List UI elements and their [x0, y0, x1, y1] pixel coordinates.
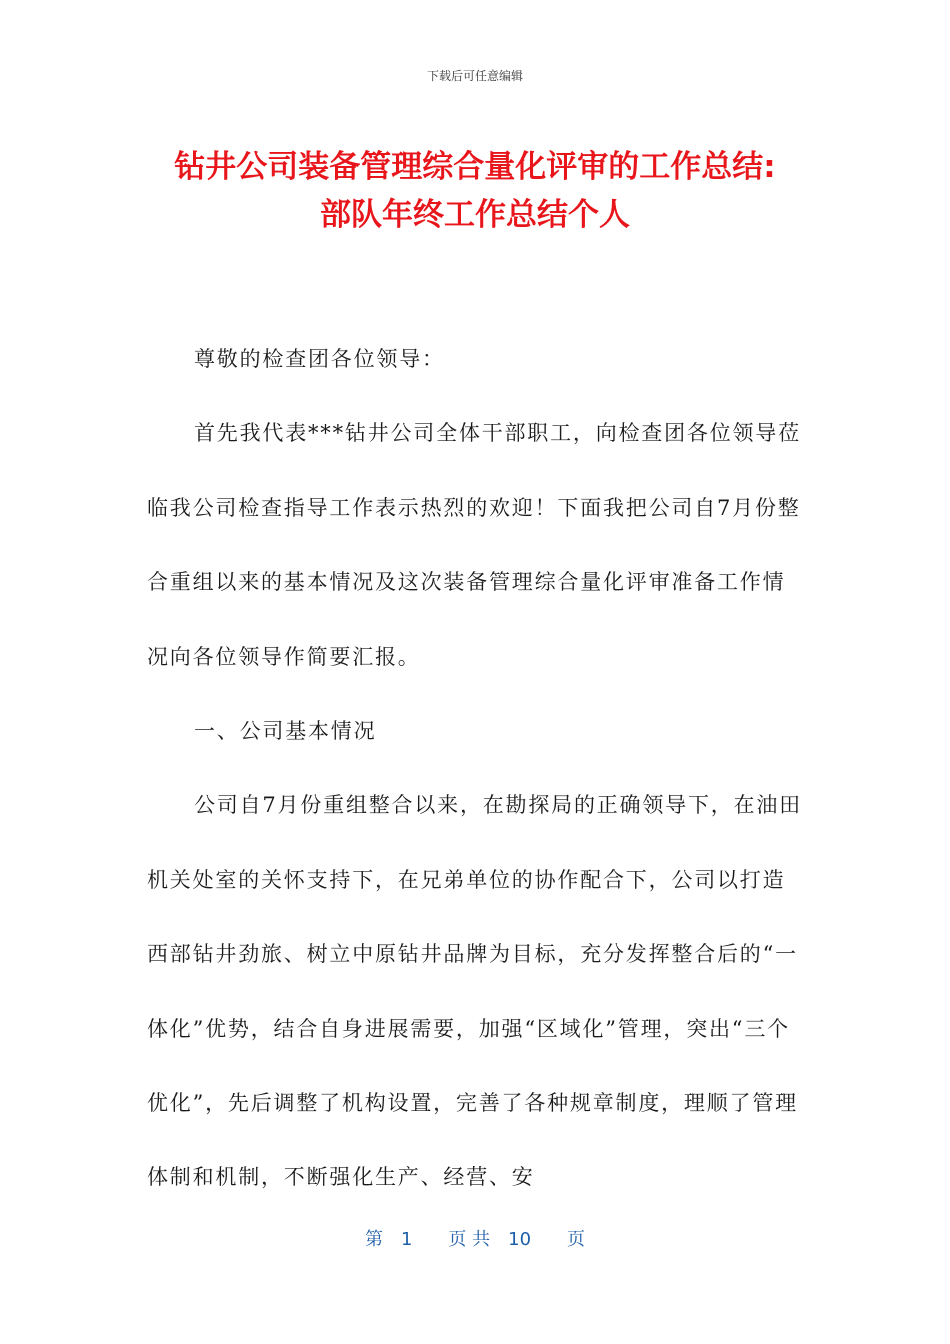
paragraph-company-overview: 公司自7月份重组整合以来，在勘探局的正确领导下，在油田机关处室的关怀支持下，在兄弟单位的协作配合下，公司以打造西部钻井劲旅、树立中原钻井品牌为目标，充分发挥整合后的“一体化”优势，结合自身进展需要，加强“区域化”管理，突出“三个优化”，先后调整了机构设置，完善了各种规章制度，理顺了管理体制和机制，不断强化生产、经营、安: [147, 793, 802, 1190]
document-body: [147, 322, 807, 1215]
document-title: [120, 143, 830, 239]
title-line-2: 部队年终工作总结个人: [320, 197, 630, 233]
title-line-1: 钻井公司装备管理综合量化评审的工作总结:: [174, 149, 776, 185]
paragraph-intro: 首先我代表***钻井公司全体干部职工，向检查团各位领导莅临我公司检查指导工作表示热烈的欢迎！下面我把公司自7月份整合重组以来的基本情况及这次装备管理综合量化评审准备工作情况向各位领导作简要汇报。: [147, 421, 801, 669]
header-note: 下载后可任意编辑: [426, 69, 523, 83]
paragraph-salutation: 尊敬的检查团各位领导：: [194, 347, 445, 371]
section-heading-1: 一、公司基本情况: [194, 719, 377, 744]
page-footer: 第 1 页 共 10 页: [364, 1229, 586, 1250]
